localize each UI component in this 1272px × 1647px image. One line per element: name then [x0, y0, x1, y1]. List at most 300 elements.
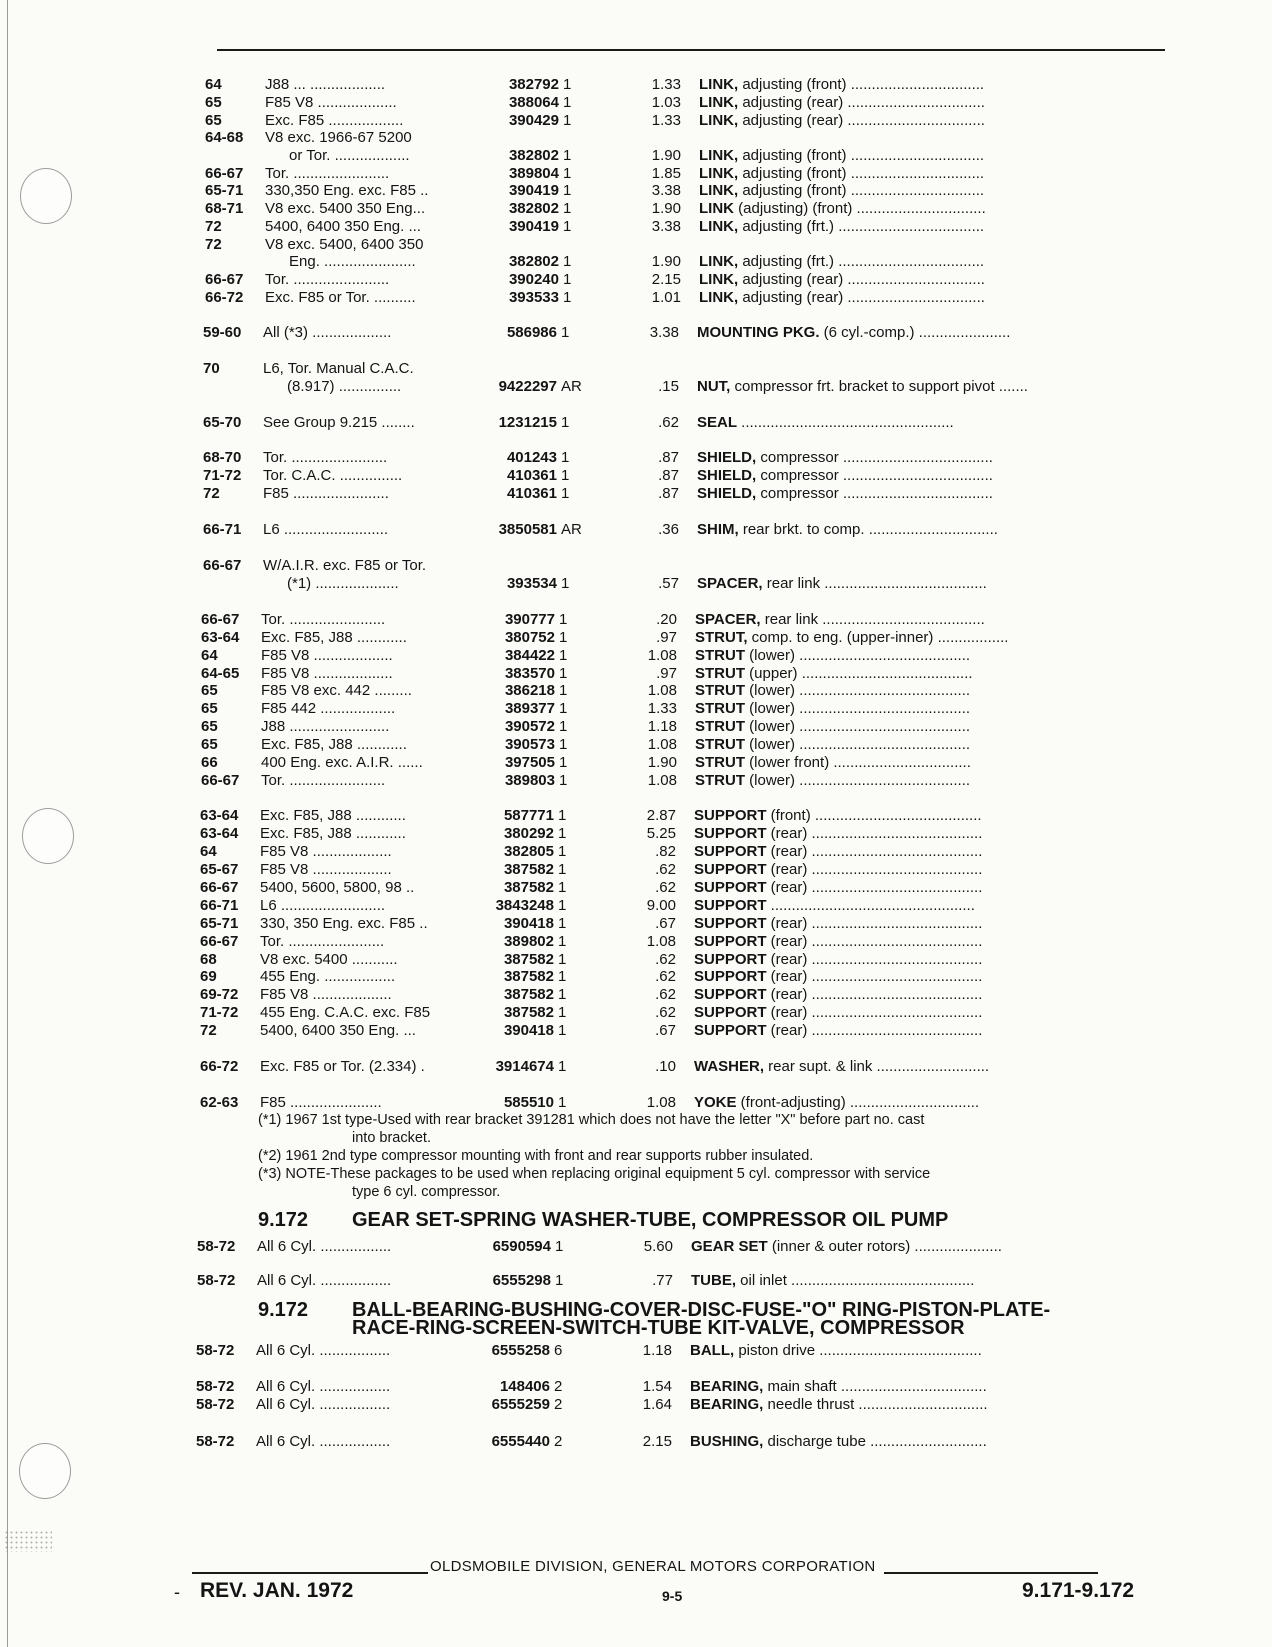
- catalog-row: [203, 359, 1113, 378]
- price: 1.08: [646, 933, 676, 950]
- quantity: 2: [554, 1396, 563, 1413]
- price: .87: [658, 467, 679, 484]
- catalog-row: [205, 270, 1115, 289]
- catalog-row: [200, 932, 1110, 951]
- footer-rule-right: [884, 1572, 1098, 1574]
- part-number: 388064: [508, 94, 559, 111]
- price: .10: [655, 1058, 676, 1075]
- part-number: 389803: [504, 772, 555, 789]
- application: Tor. .......................: [261, 772, 386, 789]
- application: V8 exc. 5400, 6400 350: [265, 236, 424, 253]
- price: 1.33: [651, 112, 681, 129]
- part-number: 390777: [504, 611, 555, 628]
- description-detail: compressor ....................................: [756, 449, 993, 466]
- catalog-row: [201, 717, 1111, 736]
- price: 1.90: [651, 253, 681, 270]
- part-number: 6590594: [492, 1238, 551, 1255]
- model-years: 66-67: [201, 772, 240, 789]
- catalog-row: [201, 753, 1111, 772]
- description-detail: (lower) .........................................: [745, 682, 971, 699]
- description: [694, 878, 1110, 897]
- description-head: SHIM,: [697, 521, 739, 538]
- application: F85 V8 exc. 442 .........: [261, 682, 412, 699]
- description-head: SUPPORT: [694, 1004, 767, 1021]
- description-head: STRUT: [695, 718, 745, 735]
- description-head: SHIELD,: [697, 467, 757, 484]
- part-number: 393534: [506, 575, 557, 592]
- description: [695, 753, 1111, 772]
- part-number: 6555258: [491, 1342, 550, 1359]
- price: .87: [658, 485, 679, 502]
- catalog-row: [200, 860, 1110, 879]
- part-number: 3850581: [498, 521, 557, 538]
- description-head: BALL,: [690, 1342, 735, 1359]
- catalog-row: [200, 1057, 1110, 1076]
- quantity: 1: [558, 915, 567, 932]
- model-years: 65-71: [200, 915, 239, 932]
- price: .62: [655, 951, 676, 968]
- description: [694, 1057, 1110, 1076]
- catalog-row: [205, 75, 1115, 94]
- catalog-row: [200, 1021, 1110, 1040]
- quantity: 1: [563, 253, 572, 270]
- description: [699, 217, 1115, 236]
- description: [691, 1271, 1107, 1290]
- catalog-row: [203, 484, 1113, 503]
- part-number: 148406: [499, 1378, 550, 1395]
- price: 1.54: [642, 1378, 672, 1395]
- model-years: 64-68: [205, 129, 244, 146]
- catalog-row: [201, 771, 1111, 790]
- page-number: 9-5: [662, 1588, 683, 1604]
- footnote-continuation: type 6 cyl. compressor.: [352, 1184, 501, 1200]
- description: [690, 1395, 1106, 1414]
- model-years: 68: [200, 951, 217, 968]
- catalog-row: [203, 377, 1113, 396]
- description-head: LINK,: [699, 271, 739, 288]
- price: .62: [655, 968, 676, 985]
- price: 1.18: [647, 718, 677, 735]
- model-years: 58-72: [197, 1238, 236, 1255]
- quantity: 1: [559, 647, 568, 664]
- description-detail: (lower) .........................................: [745, 700, 971, 717]
- part-number: 389804: [508, 165, 559, 182]
- footnote: (*2) 1961 2nd type compressor mounting with front and rear supports rubber insulated.: [258, 1148, 814, 1164]
- application: Tor. .......................: [263, 449, 388, 466]
- description-head: MOUNTING PKG.: [697, 324, 820, 341]
- model-years: 65: [205, 94, 222, 111]
- description-head: SUPPORT: [694, 861, 767, 878]
- description-detail: main shaft ...................................: [763, 1378, 987, 1395]
- description: [694, 967, 1110, 986]
- part-number: 6555440: [491, 1433, 550, 1450]
- catalog-row: [196, 1377, 1106, 1396]
- catalog-row: [200, 985, 1110, 1004]
- price: .62: [658, 414, 679, 431]
- part-number: 386218: [504, 682, 555, 699]
- quantity: 1: [559, 736, 568, 753]
- application: 5400, 6400 350 Eng. ...: [260, 1022, 416, 1039]
- punch-hole: [19, 1443, 71, 1499]
- quantity: 1: [558, 897, 567, 914]
- description: [694, 932, 1110, 951]
- quantity: 1: [563, 165, 572, 182]
- model-years: 66-72: [200, 1058, 239, 1075]
- description: [694, 985, 1110, 1004]
- part-number: 383570: [504, 665, 555, 682]
- description-head: SUPPORT: [694, 951, 767, 968]
- model-years: 58-72: [196, 1378, 235, 1395]
- description-head: SUPPORT: [694, 807, 767, 824]
- description: [699, 181, 1115, 200]
- part-number: 390573: [504, 736, 555, 753]
- catalog-row: [205, 93, 1115, 112]
- description-head: YOKE: [694, 1094, 737, 1111]
- catalog-row: [203, 520, 1113, 539]
- part-number: 587771: [503, 807, 554, 824]
- description: [699, 93, 1115, 112]
- application: V8 exc. 1966-67 5200: [265, 129, 412, 146]
- section-number: 9.172: [258, 1209, 309, 1231]
- part-number: 382802: [508, 200, 559, 217]
- catalog-row: [201, 681, 1111, 700]
- price: 1.03: [651, 94, 681, 111]
- model-years: 65-70: [203, 414, 242, 431]
- application: L6 .........................: [263, 521, 389, 538]
- part-number: 387582: [503, 951, 554, 968]
- model-years: 62-63: [200, 1094, 239, 1111]
- model-years: 65-67: [200, 861, 239, 878]
- quantity: 1: [559, 754, 568, 771]
- model-years: 64: [200, 843, 217, 860]
- part-number: 390419: [508, 182, 559, 199]
- description: [690, 1341, 1106, 1360]
- description: [699, 146, 1115, 165]
- description-head: SUPPORT: [694, 933, 767, 950]
- description: [699, 270, 1115, 289]
- description: [694, 1093, 1110, 1112]
- description-head: LINK,: [699, 147, 739, 164]
- catalog-row: [200, 1003, 1110, 1022]
- price: 1.01: [651, 289, 681, 306]
- description-detail: (lower) .........................................: [745, 772, 971, 789]
- application: Exc. F85, J88 ............: [260, 825, 406, 842]
- catalog-row: [201, 646, 1111, 665]
- price: 2.15: [651, 271, 681, 288]
- description: [695, 646, 1111, 665]
- part-number: 387582: [503, 861, 554, 878]
- catalog-row: [200, 806, 1110, 825]
- quantity: 1: [559, 700, 568, 717]
- catalog-row: [205, 181, 1115, 200]
- description: [694, 1021, 1110, 1040]
- description-detail: (upper) .........................................: [745, 665, 973, 682]
- part-number: 390572: [504, 718, 555, 735]
- description: [694, 842, 1110, 861]
- description-detail: compressor ....................................: [756, 467, 993, 484]
- catalog-row: [203, 574, 1113, 593]
- quantity: 1: [558, 879, 567, 896]
- description-head: STRUT: [695, 665, 745, 682]
- price: .62: [655, 861, 676, 878]
- catalog-row: [200, 896, 1110, 915]
- model-years: 68-70: [203, 449, 242, 466]
- part-number: 382802: [508, 147, 559, 164]
- price: 2.15: [642, 1433, 672, 1450]
- application: J88 ... ..................: [265, 76, 386, 93]
- catalog-row: [205, 199, 1115, 218]
- section-number: 9.172: [258, 1299, 309, 1321]
- quantity: 1: [563, 289, 572, 306]
- section-range: 9.171-9.172: [1022, 1579, 1135, 1602]
- part-number: 397505: [504, 754, 555, 771]
- description: [697, 574, 1113, 593]
- part-number: 380752: [504, 629, 555, 646]
- price: .15: [658, 378, 679, 395]
- price: 3.38: [651, 218, 681, 235]
- description: [699, 75, 1115, 94]
- price: 3.38: [649, 324, 679, 341]
- footer-division: OLDSMOBILE DIVISION, GENERAL MOTORS CORPORATION: [430, 1558, 876, 1575]
- model-years: 66-71: [200, 897, 239, 914]
- description-head: STRUT: [695, 647, 745, 664]
- description-head: STRUT: [695, 700, 745, 717]
- price: 1.08: [647, 772, 677, 789]
- application: Exc. F85 or Tor. (2.334) .: [260, 1058, 425, 1075]
- page-edge-line: [7, 0, 8, 1647]
- application: All 6 Cyl. .................: [257, 1238, 392, 1255]
- description: [694, 806, 1110, 825]
- part-number: 401243: [506, 449, 557, 466]
- description-head: GEAR SET: [691, 1238, 768, 1255]
- scan-speckle: [4, 1530, 52, 1552]
- description: [695, 681, 1111, 700]
- description: [694, 824, 1110, 843]
- description: [699, 288, 1115, 307]
- description-detail: rear link .......................................: [762, 575, 987, 592]
- part-number: 380292: [503, 825, 554, 842]
- description-head: STRUT: [695, 682, 745, 699]
- model-years: 66-67: [205, 271, 244, 288]
- price: 1.08: [647, 647, 677, 664]
- model-years: 66-67: [201, 611, 240, 628]
- model-years: 65: [201, 718, 218, 735]
- quantity: 1: [558, 843, 567, 860]
- catalog-row: [200, 842, 1110, 861]
- description-detail: (rear) .........................................: [766, 968, 983, 985]
- description-detail: compressor ....................................: [756, 485, 993, 502]
- description-detail: (front-adjusting) ...............................: [736, 1094, 980, 1111]
- part-number: 389377: [504, 700, 555, 717]
- application: 400 Eng. exc. A.I.R. ......: [261, 754, 423, 771]
- description: [695, 699, 1111, 718]
- description-detail: piston drive .......................................: [734, 1342, 982, 1359]
- description: [699, 199, 1115, 218]
- price: .67: [655, 915, 676, 932]
- quantity: 1: [559, 772, 568, 789]
- top-rule: [217, 49, 1165, 51]
- section-title: GEAR SET-SPRING WASHER-TUBE, COMPRESSOR OIL PUMP: [352, 1209, 949, 1231]
- application: F85 V8 ...................: [260, 861, 392, 878]
- price: .36: [658, 521, 679, 538]
- catalog-row: [196, 1432, 1106, 1451]
- price: .62: [655, 879, 676, 896]
- description: [691, 1237, 1107, 1256]
- model-years: 58-72: [196, 1433, 235, 1450]
- quantity: 1: [559, 682, 568, 699]
- model-years: 66: [201, 754, 218, 771]
- quantity: 1: [559, 611, 568, 628]
- catalog-row: [196, 1395, 1106, 1414]
- quantity: 2: [554, 1433, 563, 1450]
- description: [697, 448, 1113, 467]
- model-years: 70: [203, 360, 220, 377]
- quantity: 1: [555, 1238, 564, 1255]
- description-detail: (rear) .........................................: [766, 951, 983, 968]
- description-detail: adjusting (frt.) ...................................: [738, 253, 985, 270]
- application: F85 ......................: [260, 1094, 382, 1111]
- quantity: 1: [558, 1004, 567, 1021]
- application: V8 exc. 5400 350 Eng...: [265, 200, 426, 217]
- quantity: 2: [554, 1378, 563, 1395]
- price: 1.33: [647, 700, 677, 717]
- description-head: LINK,: [699, 289, 739, 306]
- quantity: 1: [558, 933, 567, 950]
- application: Tor. .......................: [265, 165, 390, 182]
- part-number: 390419: [508, 218, 559, 235]
- application: All 6 Cyl. .................: [256, 1433, 391, 1450]
- price: 1.33: [651, 76, 681, 93]
- description-detail: (rear) .........................................: [766, 933, 983, 950]
- model-years: 66-67: [205, 165, 244, 182]
- model-years: 59-60: [203, 324, 242, 341]
- description-head: BEARING,: [690, 1396, 764, 1413]
- description-detail: (lower front) .................................: [745, 754, 971, 771]
- part-number: 585510: [503, 1094, 554, 1111]
- quantity: 1: [558, 825, 567, 842]
- application: W/A.I.R. exc. F85 or Tor.: [263, 557, 427, 574]
- model-years: 65: [201, 700, 218, 717]
- model-years: 58-72: [196, 1342, 235, 1359]
- application: 5400, 5600, 5800, 98 ..: [260, 879, 415, 896]
- description-head: SHIELD,: [697, 449, 757, 466]
- quantity: 1: [563, 182, 572, 199]
- description-detail: needle thrust ...............................: [763, 1396, 988, 1413]
- part-number: 389802: [503, 933, 554, 950]
- model-years: 65: [201, 736, 218, 753]
- description-detail: (rear) .........................................: [766, 879, 983, 896]
- application: Exc. F85, J88 ............: [260, 807, 406, 824]
- price: .62: [655, 1004, 676, 1021]
- description-head: SUPPORT: [694, 897, 767, 914]
- description-head: SHIELD,: [697, 485, 757, 502]
- model-years: 63-64: [200, 825, 239, 842]
- quantity: 1: [558, 1058, 567, 1075]
- quantity: 1: [558, 968, 567, 985]
- part-number: 390240: [508, 271, 559, 288]
- description-head: SUPPORT: [694, 879, 767, 896]
- application: 5400, 6400 350 Eng. ...: [265, 218, 421, 235]
- catalog-row: [205, 252, 1115, 271]
- model-years: 69-72: [200, 986, 239, 1003]
- application: 330, 350 Eng. exc. F85 ..: [260, 915, 428, 932]
- description-head: SPACER,: [697, 575, 763, 592]
- price: 5.60: [643, 1238, 673, 1255]
- application: or Tor. ..................: [289, 147, 410, 164]
- price: 1.08: [646, 1094, 676, 1111]
- quantity: 1: [559, 718, 568, 735]
- model-years: 65-71: [205, 182, 244, 199]
- description-detail: adjusting (frt.) ...................................: [738, 218, 985, 235]
- catalog-row: [196, 1341, 1106, 1360]
- description-detail: (rear) .........................................: [766, 1022, 983, 1039]
- part-number: 382805: [503, 843, 554, 860]
- margin-dash: -: [174, 1582, 180, 1602]
- application: All 6 Cyl. .................: [256, 1396, 391, 1413]
- price: 1.90: [651, 200, 681, 217]
- price: .87: [658, 449, 679, 466]
- description-detail: adjusting (front) ................................: [738, 147, 985, 164]
- quantity: 1: [563, 94, 572, 111]
- model-years: 71-72: [203, 467, 242, 484]
- description: [697, 484, 1113, 503]
- price: 1.18: [642, 1342, 672, 1359]
- model-years: 66-72: [205, 289, 244, 306]
- price: .67: [655, 1022, 676, 1039]
- section-title-continuation: RACE-RING-SCREEN-SWITCH-TUBE KIT-VALVE, COMPRESSOR: [352, 1317, 965, 1339]
- part-number: 387582: [503, 986, 554, 1003]
- part-number: 9422297: [498, 378, 557, 395]
- quantity: 1: [561, 324, 570, 341]
- description: [697, 520, 1113, 539]
- description: [695, 628, 1111, 647]
- model-years: 65: [201, 682, 218, 699]
- catalog-row: [200, 967, 1110, 986]
- description-head: WASHER,: [694, 1058, 765, 1075]
- part-number: 393533: [508, 289, 559, 306]
- description-detail: adjusting (front) ................................: [738, 76, 985, 93]
- description-detail: rear link .......................................: [760, 611, 985, 628]
- part-number: 6555298: [492, 1272, 551, 1289]
- model-years: 66-67: [200, 879, 239, 896]
- description-detail: adjusting (rear) .................................: [738, 94, 985, 111]
- description-detail: (lower) .........................................: [745, 647, 971, 664]
- description-detail: comp. to eng. (upper-inner) .................: [747, 629, 1009, 646]
- description-head: LINK,: [699, 112, 739, 129]
- quantity: 1: [563, 200, 572, 217]
- catalog-row: [201, 628, 1111, 647]
- price: 1.90: [651, 147, 681, 164]
- description-head: BUSHING,: [690, 1433, 764, 1450]
- description: [694, 1003, 1110, 1022]
- part-number: 1231215: [498, 414, 557, 431]
- part-number: 382802: [508, 253, 559, 270]
- part-number: 3914674: [495, 1058, 554, 1075]
- description-head: SUPPORT: [694, 915, 767, 932]
- application: F85 V8 ...................: [265, 94, 397, 111]
- description-detail: adjusting (front) ................................: [738, 182, 985, 199]
- price: 9.00: [646, 897, 676, 914]
- catalog-row: [203, 323, 1113, 342]
- catalog-row: [201, 610, 1111, 629]
- description-detail: (lower) .........................................: [745, 718, 971, 735]
- model-years: 58-72: [197, 1272, 236, 1289]
- model-years: 58-72: [196, 1396, 235, 1413]
- quantity: 6: [554, 1342, 563, 1359]
- punch-hole: [22, 808, 74, 864]
- description-head: SUPPORT: [694, 843, 767, 860]
- description-detail: (rear) .........................................: [766, 843, 983, 860]
